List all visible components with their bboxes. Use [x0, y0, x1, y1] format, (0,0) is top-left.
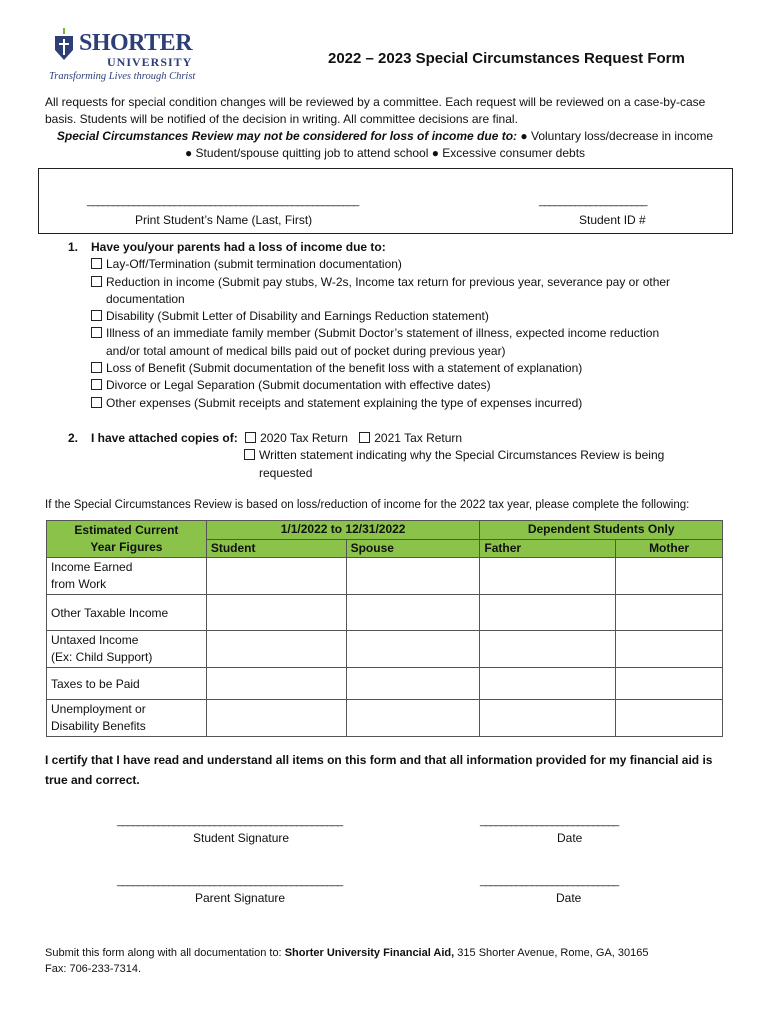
question-1: [91, 239, 721, 412]
cell-student-other-taxable[interactable]: [206, 595, 346, 631]
cell-father-income-earned[interactable]: [480, 558, 616, 595]
cell-spouse-untaxed[interactable]: [346, 631, 480, 668]
student-name-field[interactable]: _____________________________________________________: [87, 195, 359, 207]
row-label: Income Earned from Work: [47, 558, 207, 595]
footer-prefix: Submit this form along with all documentation to:: [45, 947, 282, 959]
option-illness-checkbox[interactable]: [91, 327, 102, 338]
shield-crest-icon: [53, 28, 75, 62]
question-2: [91, 430, 741, 482]
cell-spouse-income-earned[interactable]: [346, 558, 480, 595]
written-statement-cont: requested: [259, 465, 313, 480]
header-dependent: Dependent Students Only: [480, 521, 723, 540]
parent-signature-label: Parent Signature: [195, 891, 286, 905]
question-1-prompt: Have you/your parents had a loss of income due to:: [91, 240, 386, 254]
cell-student-taxes[interactable]: [206, 668, 346, 700]
parent-date-label: Date: [556, 891, 582, 905]
table-row: [47, 558, 723, 595]
option-other-expenses: Other expenses (Submit receipts and statement explaining the type of expenses incurred): [91, 395, 721, 412]
intro-text: [45, 94, 725, 162]
exclusion-item-voluntary: ● Voluntary loss/decrease in income: [520, 129, 714, 143]
cell-student-untaxed[interactable]: [206, 631, 346, 668]
cell-mother-taxes[interactable]: [616, 668, 723, 700]
option-divorce: Divorce or Legal Separation (Submit documentation with effective dates): [91, 377, 721, 394]
header-spouse: Spouse: [346, 539, 480, 558]
table-row: [47, 668, 723, 700]
student-signature-label: Student Signature: [193, 831, 290, 845]
cell-father-untaxed[interactable]: [480, 631, 616, 668]
question-2-prompt: I have attached copies of:: [91, 431, 238, 445]
written-statement-label: Written statement indicating why the Special Circumstances Review is being: [259, 448, 665, 463]
tax-2021-label: 2021 Tax Return: [374, 431, 463, 445]
cell-student-income-earned[interactable]: [206, 558, 346, 595]
certification-statement: I certify that I have read and understand all items on this form and that all information provided for my financial aid is true and correct.: [45, 753, 713, 787]
cell-mother-income-earned[interactable]: [616, 558, 723, 595]
option-illness-cont: and/or total amount of medical bills paid out of pocket during previous year): [106, 343, 506, 358]
student-date-label: Date: [557, 831, 583, 845]
header-estimated: Estimated Current Year Figures: [47, 521, 207, 558]
submission-footer: [45, 945, 725, 977]
option-loss-benefit: Loss of Benefit (Submit documentation of the benefit loss with a statement of explanation): [91, 360, 721, 377]
header-mother: Mother: [616, 539, 723, 558]
cell-spouse-other-taxable[interactable]: [346, 595, 480, 631]
option-other-expenses-checkbox[interactable]: [91, 397, 102, 408]
option-layoff: Lay-Off/Termination (submit termination documentation): [91, 256, 721, 273]
footer-fax: Fax: 706-233-7314.: [45, 963, 142, 975]
table-intro: If the Special Circumstances Review is based on loss/reduction of income for the 2022 tax year, please complete the following:: [45, 499, 690, 511]
student-name-label: Print Student’s Name (Last, First): [135, 213, 313, 227]
parent-date-line[interactable]: ___________________________: [480, 875, 619, 887]
row-label: Taxes to be Paid: [47, 668, 207, 700]
question-2-number: 2.: [68, 431, 79, 445]
question-1-number: 1.: [68, 240, 79, 254]
cell-student-unemployment[interactable]: [206, 700, 346, 737]
option-divorce-checkbox[interactable]: [91, 379, 102, 390]
exclusion-label: Special Circumstances Review may not be considered for loss of income due to:: [56, 129, 518, 143]
student-date-line[interactable]: ___________________________: [480, 815, 619, 827]
cell-spouse-taxes[interactable]: [346, 668, 480, 700]
intro-paragraph: All requests for special condition changes will be reviewed by a committee. Each request will be reviewed on a case-by-case basis. Students will be notified of the decision in writing. All committee decisions are final.: [45, 95, 706, 126]
header-period: 1/1/2022 to 12/31/2022: [206, 521, 480, 540]
footer-org: Shorter University Financial Aid,: [284, 947, 455, 959]
option-disability: Disability (Submit Letter of Disability and Earnings Reduction statement): [91, 308, 721, 325]
row-label: Unemployment or Disability Benefits: [47, 700, 207, 737]
tax-2021-checkbox[interactable]: [359, 432, 370, 443]
student-id-field[interactable]: _____________________: [539, 195, 647, 207]
option-disability-checkbox[interactable]: [91, 310, 102, 321]
option-reduction-checkbox[interactable]: [91, 276, 102, 287]
table-row: [47, 631, 723, 668]
cell-mother-untaxed[interactable]: [616, 631, 723, 668]
cell-spouse-unemployment[interactable]: [346, 700, 480, 737]
logo-tagline: Transforming Lives through Christ: [49, 71, 196, 82]
option-reduction-cont: documentation: [106, 291, 185, 306]
option-illness: Illness of an immediate family member (Submit Doctor’s statement of illness, expected income reduction: [91, 325, 721, 342]
cell-father-other-taxable[interactable]: [480, 595, 616, 631]
written-statement-checkbox[interactable]: [244, 449, 255, 460]
header-student: Student: [206, 539, 346, 558]
income-table: [46, 520, 723, 737]
option-layoff-checkbox[interactable]: [91, 258, 102, 269]
footer-address: 315 Shorter Avenue, Rome, GA, 30165: [457, 947, 649, 959]
exclusion-line: [45, 128, 725, 145]
table-row: [47, 595, 723, 631]
header-father: Father: [480, 539, 616, 558]
cell-mother-unemployment[interactable]: [616, 700, 723, 737]
tax-2020-checkbox[interactable]: [245, 432, 256, 443]
student-signature-line[interactable]: ____________________________________________: [117, 815, 343, 827]
logo-name-line1: SHORTER: [79, 30, 193, 56]
cell-father-taxes[interactable]: [480, 668, 616, 700]
student-info-box: [38, 168, 733, 234]
page-title: 2022 – 2023 Special Circumstances Request Form: [328, 50, 685, 67]
parent-signature-line[interactable]: ____________________________________________: [117, 875, 343, 887]
row-label: Other Taxable Income: [47, 595, 207, 631]
cell-father-unemployment[interactable]: [480, 700, 616, 737]
row-label: Untaxed Income (Ex: Child Support): [47, 631, 207, 668]
exclusion-items-2: ● Student/spouse quitting job to attend school ● Excessive consumer debts: [184, 146, 586, 160]
table-row: [47, 700, 723, 737]
student-id-label: Student ID #: [579, 213, 646, 227]
university-logo: [45, 22, 195, 86]
option-loss-benefit-checkbox[interactable]: [91, 362, 102, 373]
cell-mother-other-taxable[interactable]: [616, 595, 723, 631]
tax-2020-label: 2020 Tax Return: [260, 431, 348, 445]
logo-name-line2: UNIVERSITY: [107, 55, 193, 69]
option-reduction: Reduction in income (Submit pay stubs, W-2s, Income tax return for previous year, severance pay or other: [91, 274, 721, 291]
